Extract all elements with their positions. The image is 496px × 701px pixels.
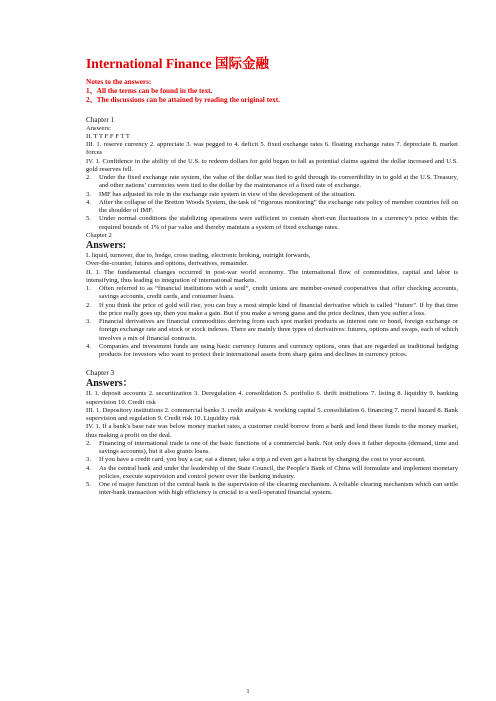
chapter-2-item: [86, 343, 458, 360]
chapter-1-item: [86, 174, 458, 191]
item-text: IMF has adjusted its role in the exchange rate system in view of the development of the situation.: [99, 190, 356, 198]
item-text: Financial derivatives are financial commodities deriving from such spot market products as interest rate or bond, foreign exchange or foreign exchange rate and stock or stock indexes. There are mainly three types of derivatives: futures, options and swaps, each of which involves a mix of financial contracts.: [99, 318, 458, 342]
chapter-1-section-iv: IV. 1. Confidence in the ability of the U.S. to redeem dollars for gold began to fall as potential claims against the dollar increased and U.S. gold reserves fell.: [86, 157, 458, 173]
item-text: If you think the price of gold will rise, you can buy a most simple kind of financial derivative which is called “future”. If by that time the price really goes up, then you make a gain. But if you make a wrong guess and the price declines, then you suffer a loss.: [99, 301, 458, 317]
item-number: 2.: [86, 174, 91, 182]
item-number: 4.: [86, 198, 91, 206]
item-text: One of major function of the central bank is the supervision of the clearing mechanism. A reliable clearing mechanism which can settle inter-bank transaction with high efficiency is crucial to a well-operated financial system.: [99, 481, 458, 497]
chapter-1-section-iii: III. 1. reserve currency 2. appreciate 3. was pegged to 4. deficit 5. fixed exchange rates 6. floating exchange rates 7. depreciate 8. market forces: [86, 141, 458, 157]
chapter-2-answers-label: Answers:: [86, 240, 126, 252]
chapter-2-section-i: I. liquid, turnover, due to, hedge, cross trading, electronic broking, outright forwards,: [86, 252, 311, 260]
item-number: 2.: [86, 439, 91, 447]
item-text: Financing of international trade is one of the basic functions of a commercial bank. Not only does it father deposits (demand, time and savings accounts), but it also grants loans.: [99, 439, 458, 456]
chapter-1-item: [86, 199, 458, 216]
chapter-1-section-ii: II. T T F F F T T: [86, 132, 130, 140]
item-text: After the collapse of the Bretton Woods System, the task of “rigorous monitoring” the exchange rate policy of member countries fell on the shoulder of IMF.: [99, 198, 458, 215]
chapter-3-answers-label: Answers：: [86, 378, 133, 390]
item-number: 1.: [86, 285, 91, 293]
item-number: 3.: [86, 190, 91, 198]
chapter-2-section-ii: II. 1. The fundamental changes occurred in post-war world economy. The international flow of commodities, capital and labor is intensifying, thus leading to integration of international markets.: [86, 268, 458, 284]
chapter-1-answers-label: Answers:: [86, 124, 111, 132]
note-1: 1、All the terms can be found in the text.: [86, 87, 213, 96]
chapter-3-heading: Chapter 3: [86, 369, 115, 378]
chapter-3-item: [86, 465, 458, 482]
page-number: 1: [246, 688, 250, 695]
chapter-2-item: [86, 318, 458, 343]
item-number: 3.: [86, 456, 91, 464]
chapter-2-heading: Chapter 2: [86, 231, 112, 239]
chapter-3-item: [86, 440, 458, 457]
item-number: 4.: [86, 342, 91, 350]
item-text: Under the fixed exchange rate system, the value of the dollar was tied to gold through its convertibility in to gold at the U.S. Treasury, and other nations’ currencies were tied to the dollar by the maintenance of a fixed rate of exchange.: [99, 174, 458, 190]
document-title: International Finance 国际金融: [86, 56, 270, 71]
item-number: 5.: [86, 215, 91, 223]
chapter-3-section-ii: II. 1. deposit accounts 2. securitization 3. Deregulation 4. consolidation 5. portfolio 6. thrift institutions 7. listing 8. liquidity 9. banking supervision 10. Credit risk: [86, 390, 458, 406]
note-2: 2、The discussions can be attained by reading the original text.: [86, 96, 280, 105]
chapter-1-item: [86, 215, 458, 232]
item-text: If you have a credit card, you buy a car, eat a dinner, take a trip,a nd even get a haircut by charging the cost to your account.: [99, 456, 426, 464]
chapter-3-section-iii: III. 1. Depository institutions 2. commercial banks 3. credit analysis 4. working capital 5. consolidation 6. financing 7. moral hazard 8. Bank supervision and regulation 9. Credit risk 10. Liquidity risk: [86, 406, 458, 423]
chapter-2-item: [86, 302, 458, 319]
item-text: Companies and investment funds are using basic currency futures and currency options, ones that are regarded as traditional hedging products for investors who want to protect their international assets from sharp gains and declines in currency prices.: [99, 342, 458, 359]
item-text: As the central bank and under the leadership of the State Council, the People’s Bank of China will formulate and implement monetary policies, execute supervision and control power over the banking industry.: [99, 464, 458, 480]
item-number: 5.: [86, 481, 91, 489]
chapter-3-item: [86, 481, 458, 498]
item-text: Under normal conditions the stabilizing operations were sufficient to contain short-run fluctuations in a currency’s price within the required bounds of 1% of par value and thereby maintain a system of fixed exchange rates.: [99, 215, 458, 231]
chapter-3-item: [86, 456, 458, 464]
notes-heading: Notes to the answers:: [86, 78, 152, 86]
chapter-2-item: [86, 285, 458, 302]
chapter-1-item: [86, 191, 458, 199]
chapter-2-section-i-cont: Over-the-counter, futures and options, derivatives, remainder.: [86, 260, 249, 268]
chapter-3-section-iv: IV. 1. If a bank’s base rate was below money market rates, a customer could borrow from a bank and lend these funds to the money market, thus making a profit on the deal.: [86, 423, 458, 439]
item-number: 3.: [86, 318, 91, 326]
item-number: 4.: [86, 464, 91, 472]
chapter-1-heading: Chapter 1: [86, 115, 115, 124]
item-text: Often referred to as “financial institutions with a soul”, credit unions are member-owned cooperatives that offer checking accounts, savings accounts, credit cards, and consumer loans.: [99, 285, 458, 301]
item-number: 2.: [86, 301, 91, 309]
